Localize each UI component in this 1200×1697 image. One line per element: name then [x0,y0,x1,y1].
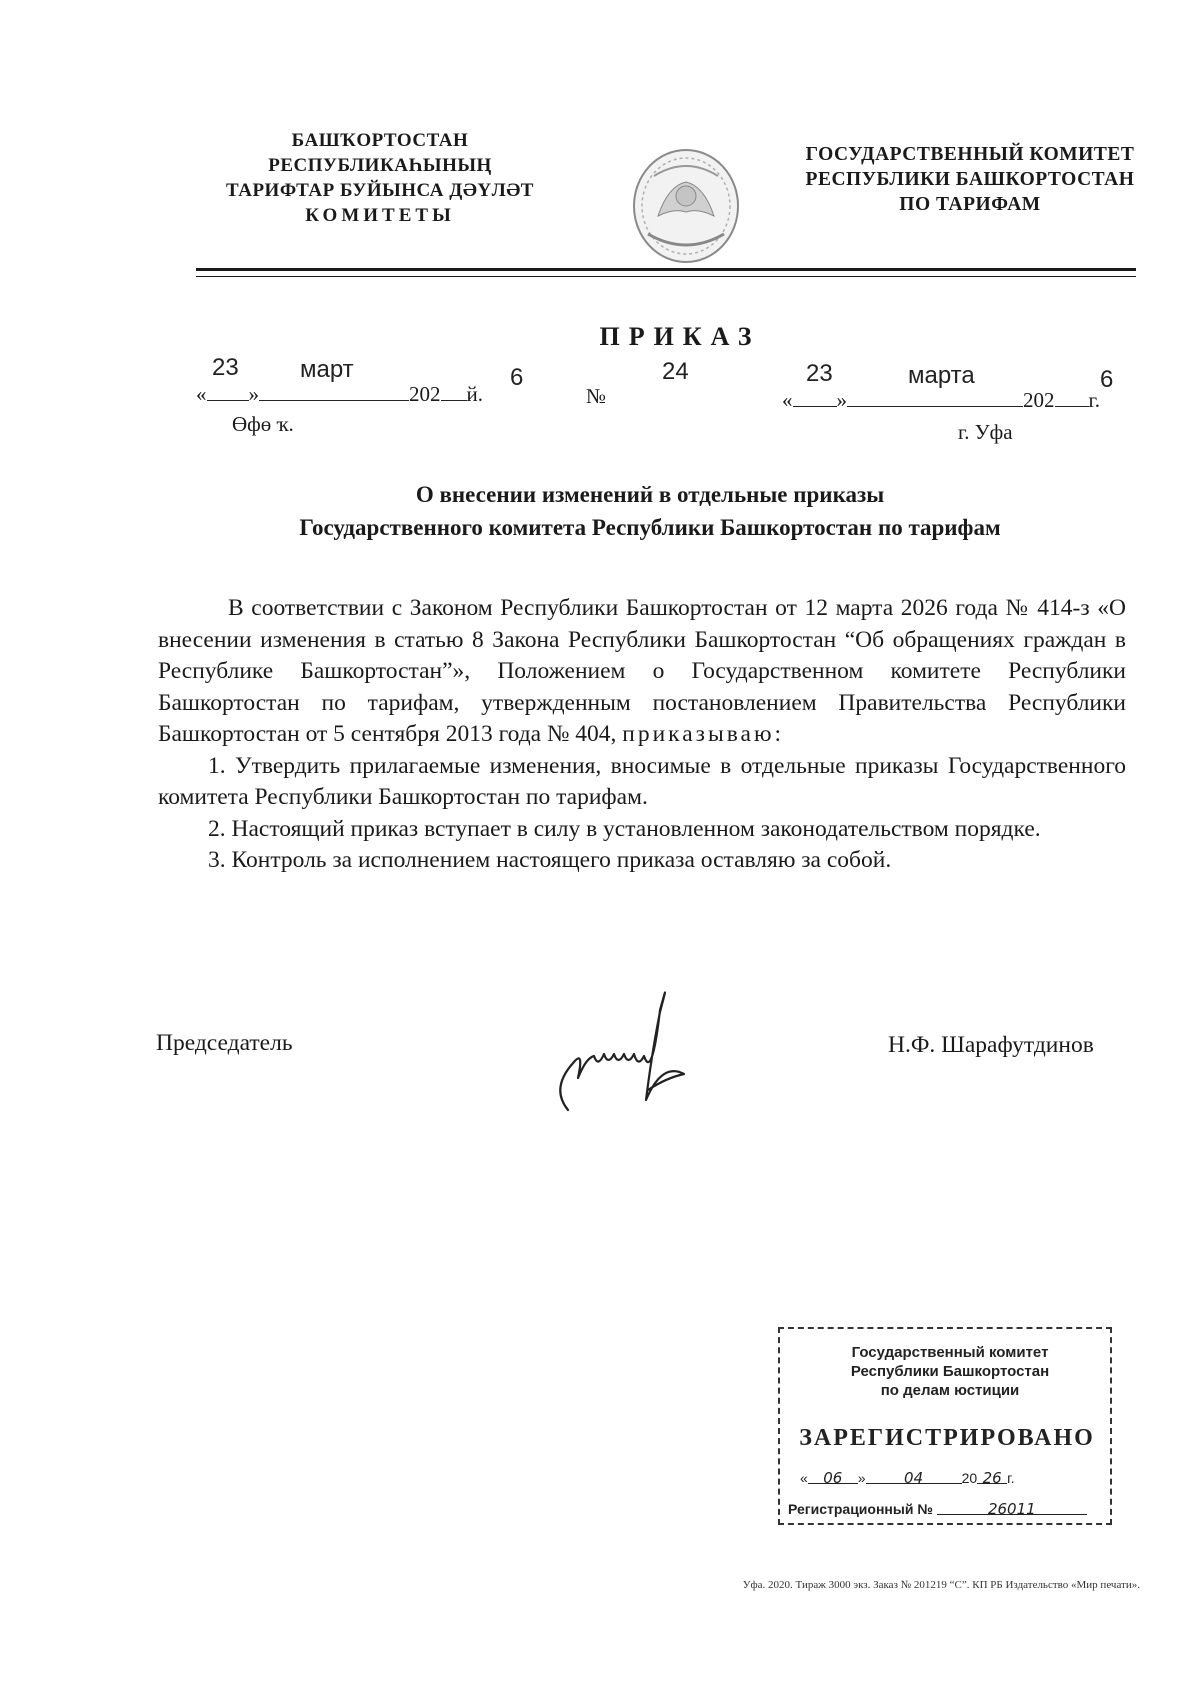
stamp-status: ЗАРЕГИСТРИРОВАНО [799,1425,1095,1451]
date-russian-year-prefix: 202 [1023,388,1055,412]
subject-line-2: Государственного комитета Республики Башкортостан по тарифам [299,515,1001,540]
body-item-1: 1. Утвердить прилагаемые изменения, вносимые в отдельные приказы Государственного комитета Республики Башкортостан по тарифам. [158,752,1126,810]
date-bashkir-quote-open: « [196,382,207,406]
date-russian-quote-close: » [836,388,847,412]
city-russian: г. Уфа [958,420,1013,444]
date-bashkir-year-prefix: 202 [409,382,441,406]
stamp-reg-label: Регистрационный № [788,1501,933,1517]
subject-line-1: О внесении изменений в отдельные приказы [415,482,885,507]
stamp-date-day: 06 [823,1469,843,1487]
stamp-date-month: 04 [904,1469,924,1487]
letterhead-russian-line-3: ПО ТАРИФАМ [899,194,1041,215]
order-number-sign: № [586,384,607,408]
date-bashkir-quote-close: » [248,382,259,406]
signature-icon [548,970,708,1130]
stamp-org-line-2: Республики Башкортостан [850,1363,1050,1380]
stamp-date-year: 26 [982,1469,1002,1487]
letterhead-bashkir-line-3: КОМИТЕТЫ [305,205,455,226]
order-number: 24 [662,358,689,385]
stamp-org-line-3: по делам юстиции [880,1382,1020,1399]
date-russian-year-suffix: г. [1088,388,1100,412]
date-russian-quote-open: « [782,388,793,412]
date-bashkir-month: март [300,356,354,383]
date-bashkir-year-suffix: й. [466,382,483,406]
stamp-date [800,1469,1100,1486]
registration-stamp [778,1327,1112,1525]
emblem-icon [628,146,744,270]
date-bashkir-line [196,382,483,407]
document-subject [150,478,1150,544]
date-russian-year-digit: 6 [1100,366,1114,393]
date-bashkir-year-digit: 6 [510,364,524,391]
stamp-org-line-1: Государственный комитет [851,1344,1049,1361]
stamp-date-year-prefix: 20 [961,1470,978,1486]
letterhead-rule [196,268,1136,271]
signatory-title: Председатель [156,1030,293,1056]
stamp-reg-number: 26011 [987,1500,1036,1518]
stamp-date-quote-open: « [800,1470,808,1486]
letterhead-russian-line-2: РЕСПУБЛИКИ БАШКОРТОСТАН [805,169,1135,190]
body-item-2: 2. Настоящий приказ вступает в силу в установленном законодательством порядке. [208,815,1041,842]
body-preamble-text: В соответствии с Законом Республики Башкортостан от 12 марта 2026 года № 414-з «О внесении изменения в статью 8 Закона Республики Башкортостан “Об обращениях граждан в Республике Башкортостан”», Положением о Государственном комитете Республики Башкортостан по тарифам, утвержденным постановлением Правительства Республики Башкортостан от 5 сентября 2013 года № 404, [158,595,1126,747]
body-preamble [158,593,1126,751]
date-bashkir-day: 23 [212,354,239,381]
letterhead-russian-line-1: ГОСУДАРСТВЕННЫЙ КОМИТЕТ [805,144,1135,165]
letterhead-russian [790,142,1150,217]
signatory-name: Н.Ф. Шарафутдинов [888,1032,1094,1058]
city-bashkir: Өфө ҡ. [232,412,294,436]
letterhead-bashkir-line-1: БАШҠОРТОСТАН РЕСПУБЛИКАҺЫНЫҢ [268,130,492,176]
date-russian-month: марта [908,362,975,389]
stamp-reg-number-line [788,1500,1108,1517]
body-item-3: 3. Контроль за исполнением настоящего приказа оставляю за собой. [208,847,892,873]
stamp-date-year-suffix: г. [1007,1470,1015,1486]
stamp-date-quote-close: » [857,1470,866,1486]
letterhead-rule-thin [196,276,1136,277]
stamp-org [800,1343,1100,1400]
date-russian-day: 23 [806,360,833,387]
letterhead-bashkir [190,128,570,228]
date-russian-line [782,388,1100,413]
print-imprint: Уфа. 2020. Тираж 3000 экз. Заказ № 201219 “С”. КП РБ Издательство «Мир печати». [742,1579,1140,1591]
document-body [158,593,1126,877]
order-word: приказываю: [622,721,785,747]
document-title: ПРИКАЗ [599,322,761,351]
letterhead-bashkir-line-2: ТАРИФТАР БУЙЫНСА ДӘҮЛӘТ [226,180,534,201]
